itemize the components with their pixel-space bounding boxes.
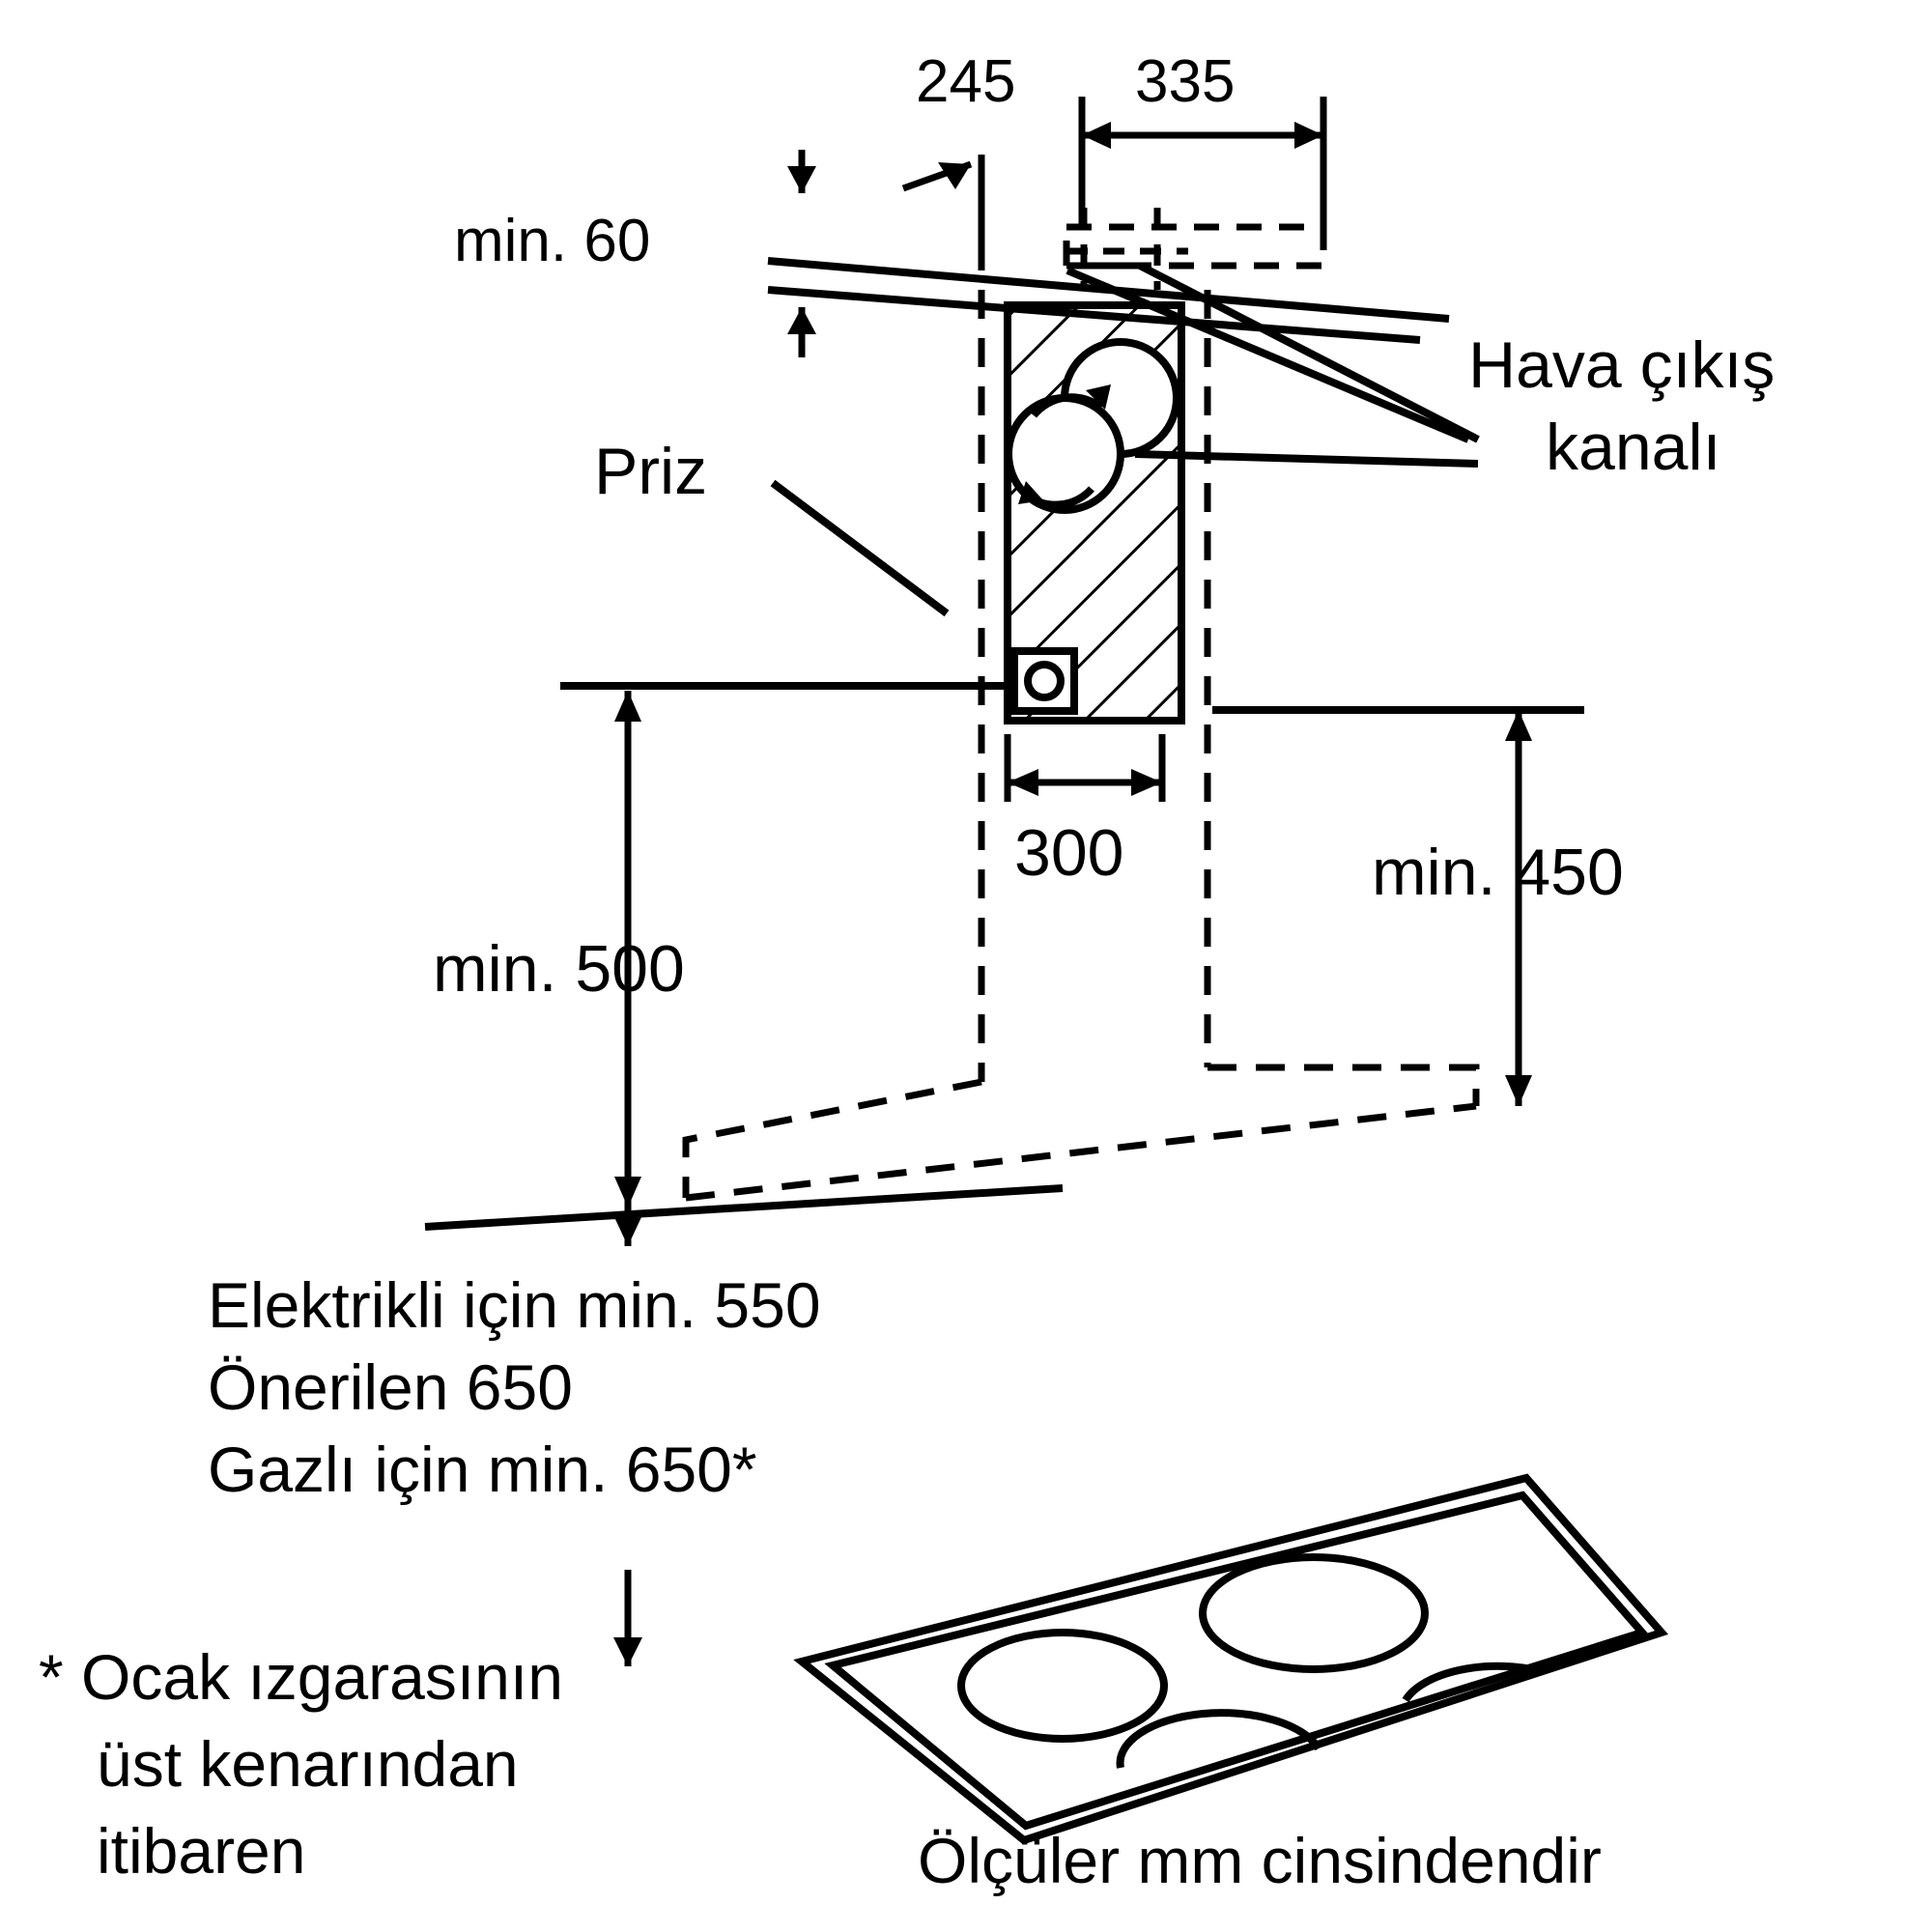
leader-socket-diagonal (773, 483, 947, 613)
dim-label-245: 245 (916, 48, 1016, 115)
dim-label-min-60: min. 60 (454, 208, 651, 274)
dim-label-300: 300 (1014, 816, 1124, 890)
note-gas: Gazlı için min. 650* (208, 1434, 757, 1505)
dim-label-min-500: min. 500 (433, 932, 685, 1006)
note-recommended: Önerilen 650 (208, 1351, 573, 1423)
leader-air-outlet-top (1140, 266, 1478, 440)
duct-outline-top (1066, 227, 1323, 266)
footnote-line-3: itibaren (97, 1815, 306, 1887)
footnote-line-2: üst kenarından (97, 1728, 519, 1800)
leader-air-outlet-duct (1135, 454, 1478, 464)
label-air-outlet-line1: Hava çıkış (1468, 328, 1776, 402)
dim-label-335: 335 (1135, 48, 1236, 115)
footnote-line-1: * Ocak ızgarasının (39, 1641, 563, 1713)
units-note: Ölçüler mm cinsindendir (918, 1825, 1602, 1896)
note-electric: Elektrikli için min. 550 (208, 1269, 821, 1341)
dim-label-min-450: min. 450 (1372, 836, 1624, 909)
label-socket: Priz (594, 435, 708, 508)
cooktop-drawing (802, 1478, 1662, 1840)
label-air-outlet-line2: kanalı (1546, 411, 1721, 484)
hood-outline-dashed (686, 1067, 1476, 1198)
